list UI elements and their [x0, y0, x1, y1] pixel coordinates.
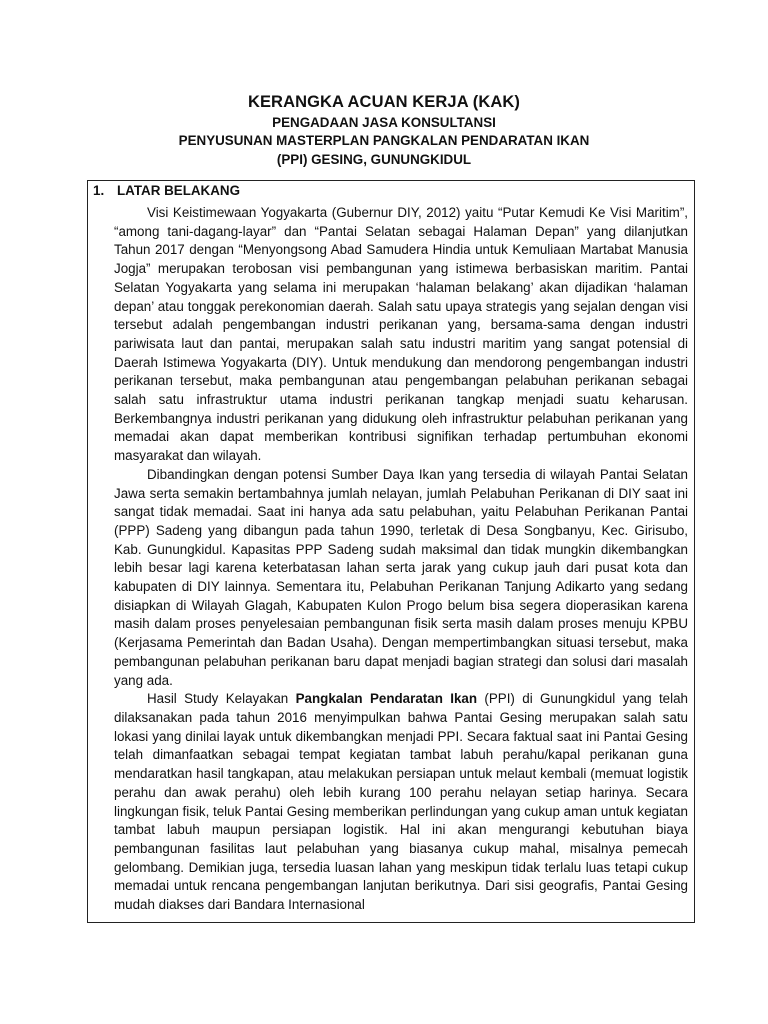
section-body — [114, 204, 688, 915]
paragraph-2: Dibandingkan dengan potensi Sumber Daya Ikan yang tersedia di wilayah Pantai Selatan Jawa serta semakin bertambahnya jumlah nelayan, jumlah Pelabuhan Perikanan di DIY saat ini sangat tidak memadai. Saat ini hanya ada satu pelabuhan, yaitu Pelabuhan Perikanan Pantai (PPP) Sadeng yang dibangun pada tahun 1990, terletak di Desa Songbanyu, Kec. Girisubo, Kab. Gunungkidul. Kapasitas PPP Sadeng sudah maksimal dan tidak mungkin dikembangkan lebih besar lagi karena keterbatasan lahan serta jarak yang cukup jauh dari pusat kota dan kabupaten di DIY lainnya. Sementara itu, Pelabuhan Perikanan Tanjung Adikarto yang sedang disiapkan di Wilayah Glagah, Kabupaten Kulon Progo belum bisa segera dioperasikan karena masih dalam proses penyelesaian pembangunan fisik serta masih dalam proses menuju KPBU (Kerjasama Pemerintah dan Badan Usaha). Dengan mempertimbangkan situasi tersebut, maka pembangunan pelabuhan perikanan baru dapat menjadi bagian strategi dan solusi dari masalah yang ada. — [114, 466, 688, 688]
document-subtitle-project: PENYUSUNAN MASTERPLAN PANGKALAN PENDARATAN IKAN — [178, 133, 590, 148]
paragraph-3-start: Hasil Study Kelayakan — [147, 691, 296, 707]
paragraph-3-emphasis: Pangkalan Pendaratan Ikan — [295, 691, 478, 707]
section-heading — [93, 183, 240, 198]
document-subtitle-location: (PPI) GESING, GUNUNGKIDUL — [276, 152, 472, 167]
section-number: 1. — [93, 183, 105, 198]
section-title: LATAR BELAKANG — [117, 183, 240, 198]
document-subtitle-procurement: PENGADAAN JASA KONSULTANSI — [272, 115, 496, 130]
paragraph-3 — [114, 690, 688, 914]
paragraph-1: Visi Keistimewaan Yogyakarta (Gubernur DIY, 2012) yaitu “Putar Kemudi Ke Visi Maritim”, “among tani-dagang-layar” dan “Pantai Selatan sebagai Halaman Depan” yang dilanjutkan Tahun 2017 dengan “Menyongsong Abad Samudera Hindia untuk Kemuliaan Martabat Manusia Jogja” merupakan terobosan visi pembangunan yang istimewa berbasiskan maritim. Pantai Selatan Yogyakarta yang selama ini merupakan ‘halaman belakang’ akan dijadikan ‘halaman depan’ atau tonggak perekonomian daerah. Salah satu upaya strategis yang sejalan dengan visi tersebut adalah pengembangan industri perikanan yang, bersama-sama dengan industri pariwisata laut dan pantai, merupakan salah satu industri maritim yang sangat potensial di Daerah Istimewa Yogyakarta (DIY). Untuk mendukung dan mendorong pengembangan industri perikanan tersebut, maka pembangunan atau pengembangan pelabuhan perikanan sebagai salah satu infrastruktur utama industri perikanan tangkap menjadi suatu keharusan. Berkembangnya industri perikanan yang didukung oleh infrastruktur pelabuhan perikanan yang memadai akan dapat memberikan kontribusi signifikan terhadap pertumbuhan ekonomi masyarakat dan wilayah. — [114, 205, 688, 464]
document-title: KERANGKA ACUAN KERJA (KAK) — [247, 93, 521, 111]
paragraph-3-rest: (PPI) di Gunungkidul yang telah dilaksanakan pada tahun 2016 menyimpulkan bahwa Pantai Gesing merupakan salah satu lokasi yang dinilai layak untuk dikembangkan menjadi PPI. Secara faktual saat ini Pantai Gesing telah dimanfaatkan sebagai tempat kegiatan tambat labuh perahu/kapal perikanan guna mendaratkan hasil tangkapan, atau melakukan persiapan untuk melaut kembali (memuat logistik perahu dan awak perahu) oleh lebih kurang 100 perahu nelayan setiap harinya. Secara lingkungan fisik, teluk Pantai Gesing memberikan perlindungan yang cukup aman untuk kegiatan tambat labuh maupun persiapan logistik. Hal ini akan mengurangi kebutuhan biaya pembangunan fasilitas laut pelabuhan yang biasanya cukup mahal, misalnya pemecah gelombang. Demikian juga, tersedia luasan lahan yang meskipun tidak terlalu luas tetapi cukup memadai untuk rencana pengembangan lanjutan berikutnya. Dari sisi geografis, Pantai Gesing mudah diakses dari Bandara Internasional — [114, 691, 688, 913]
